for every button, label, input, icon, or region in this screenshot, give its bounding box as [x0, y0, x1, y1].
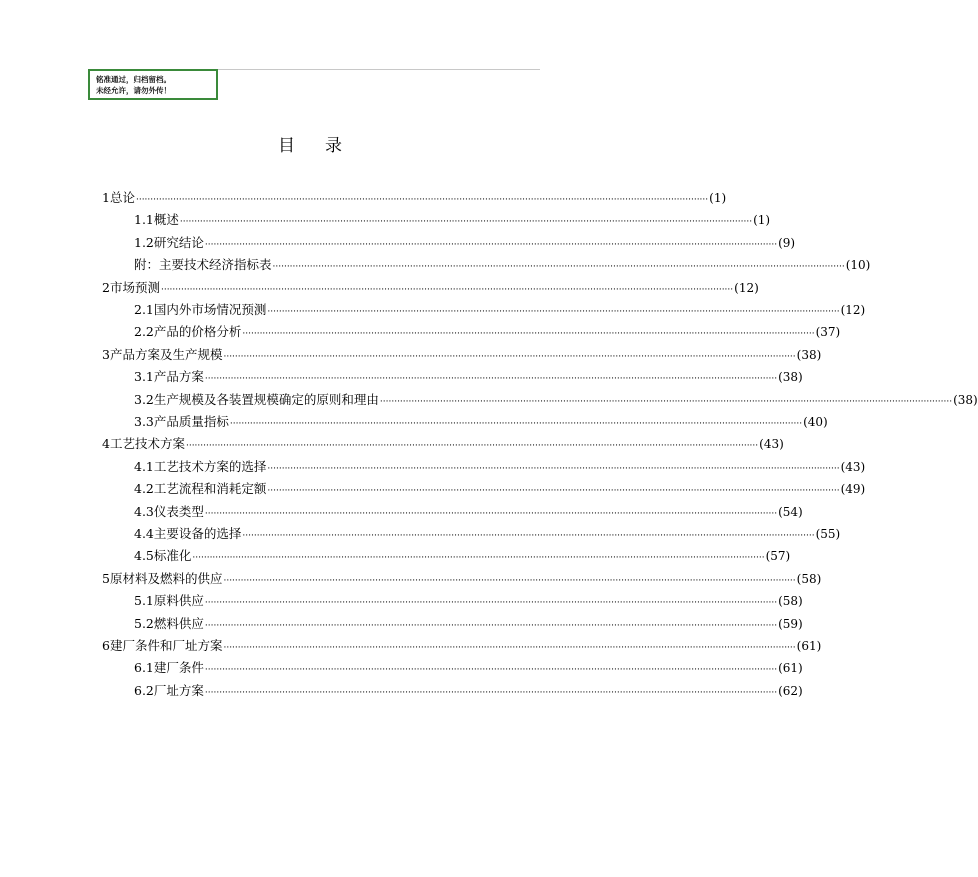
toc-leader-dots: ········································································································································································································ [204, 374, 778, 385]
toc-entry-label: 原料供应 [153, 593, 204, 609]
toc-entry[interactable] [102, 636, 822, 658]
toc-entry-page: (58) [796, 571, 822, 586]
toc-entry[interactable] [134, 591, 803, 613]
toc-entry-page: (61) [796, 639, 822, 653]
toc-entry[interactable] [134, 390, 978, 412]
toc-entry-number: 3.1 [134, 369, 154, 385]
toc-entry-label: 产品的价格分析 [153, 324, 242, 340]
toc-entry-page: (12) [734, 280, 759, 295]
toc-leader-dots: ········································································································································································································ [242, 531, 815, 541]
toc-entry-label: 厂址方案 [153, 682, 204, 698]
toc-entry-label: 工艺技术方案 [109, 436, 185, 452]
toc-entry-label: 建厂条件和厂址方案 [109, 638, 223, 653]
toc-entry-label: 产品方案 [153, 369, 204, 385]
toc-entry-page: (12) [840, 303, 866, 317]
toc-entry[interactable] [102, 345, 822, 367]
toc-entry-number: 3.2 [134, 391, 154, 407]
toc-entry-label: 国内外市场情况预测 [153, 302, 267, 317]
toc-leader-dots: ········································································································································································································ [229, 419, 803, 429]
toc-entry-page: (38) [778, 370, 803, 385]
toc-entry-page: (59) [778, 616, 803, 631]
toc-entry-number: 5.1 [134, 593, 154, 609]
toc-entry-number: 1.1 [134, 212, 154, 228]
toc-entry-page: (61) [778, 661, 803, 676]
toc-entry-label: 附：主要技术经济指标表 [134, 257, 272, 273]
toc-entry-label: 燃料供应 [153, 615, 204, 631]
toc-entry-label: 工艺流程和消耗定额 [153, 481, 267, 497]
toc-entry-number: 2.2 [134, 324, 154, 340]
toc-leader-dots: ········································································································································································································ [267, 307, 840, 317]
toc-leader-dots: ········································································································································································································ [204, 620, 778, 631]
page-title: 目录 [278, 136, 372, 156]
toc-entry-label: 主要设备的选择 [153, 526, 242, 541]
toc-entry-number: 1.2 [134, 234, 154, 250]
toc-entry-label: 总论 [109, 190, 135, 205]
toc-leader-dots: ········································································································································································································ [272, 262, 845, 273]
toc-leader-dots: ········································································································································································································ [204, 508, 778, 519]
toc-entry-number: 1 [102, 190, 110, 205]
toc-leader-dots: ········································································································································································································ [160, 284, 734, 295]
toc-leader-dots: ········································································································································································································ [204, 239, 778, 250]
toc-entry-page: (43) [759, 437, 784, 452]
toc-entry-page: (1) [753, 213, 771, 228]
toc-entry-page: (38) [796, 347, 822, 362]
toc-leader-dots: ········································································································································································································ [204, 665, 778, 676]
toc-entry-label: 标准化 [153, 548, 192, 564]
toc-entry-number: 3 [102, 346, 110, 362]
toc-entry[interactable] [134, 255, 871, 277]
toc-entry-number: 2.1 [134, 302, 154, 317]
toc-entry[interactable] [102, 569, 822, 591]
toc-leader-dots: ········································································································································································································ [135, 195, 709, 205]
toc-entry-page: (62) [778, 683, 803, 698]
toc-entry[interactable] [134, 479, 866, 501]
toc-leader-dots: ········································································································································································································ [204, 687, 778, 698]
toc-entry-number: 5 [102, 570, 110, 586]
toc-entry-number: 5.2 [134, 615, 154, 631]
confidential-stamp [88, 69, 218, 100]
toc-leader-dots: ········································································································································································································ [242, 329, 815, 340]
toc-entry[interactable] [134, 658, 803, 680]
toc-leader-dots: ········································································································································································································ [223, 575, 796, 586]
toc-leader-dots: ········································································································································································································ [204, 598, 778, 609]
toc-entry[interactable] [134, 502, 803, 524]
toc-entry-label: 产品质量指标 [153, 414, 229, 429]
toc-entry[interactable] [134, 210, 771, 232]
toc-entry-label: 研究结论 [153, 234, 204, 250]
toc-entry[interactable] [134, 233, 796, 255]
toc-entry-label: 生产规模及各装置规模确定的原则和理由 [153, 391, 379, 407]
toc-entry-number: 4.5 [134, 548, 154, 564]
toc-leader-dots: ········································································································································································································ [379, 396, 953, 407]
toc-entry-label: 产品方案及生产规模 [109, 346, 223, 362]
toc-leader-dots: ········································································································································································································ [185, 441, 759, 452]
toc-entry[interactable] [134, 457, 866, 479]
toc-entry-label: 工艺技术方案的选择 [153, 458, 267, 474]
toc-entry-page: (49) [840, 482, 866, 497]
toc-leader-dots: ········································································································································································································ [267, 463, 840, 474]
toc-entry-page: (43) [840, 459, 866, 474]
toc-entry[interactable] [102, 188, 727, 210]
toc-entry[interactable] [134, 367, 803, 389]
toc-entry-label: 仪表类型 [153, 503, 204, 519]
toc-entry[interactable] [102, 434, 784, 456]
toc-entry-page: (10) [845, 258, 871, 273]
toc-entry-number: 4.4 [134, 526, 154, 541]
toc-entry[interactable] [134, 524, 841, 546]
toc-entry[interactable] [102, 278, 759, 300]
toc-entry-page: (55) [815, 527, 841, 541]
toc-entry-page: (38) [953, 392, 978, 407]
toc-entry-label: 概述 [153, 212, 179, 228]
toc-leader-dots: ········································································································································································································ [192, 553, 765, 564]
toc-entry-page: (54) [778, 504, 803, 519]
toc-leader-dots: ········································································································································································································ [179, 217, 753, 228]
toc-leader-dots: ········································································································································································································ [223, 643, 796, 653]
toc-entry-label: 市场预测 [109, 279, 160, 295]
toc-entry-number: 6 [102, 638, 110, 653]
toc-entry[interactable] [134, 614, 803, 636]
toc-entry-page: (9) [778, 235, 796, 250]
toc-entry-number: 6.1 [134, 660, 154, 676]
toc-leader-dots: ········································································································································································································ [223, 351, 796, 362]
toc-entry-number: 6.2 [134, 682, 154, 698]
toc-entry-page: (58) [778, 594, 803, 609]
toc-entry-page: (57) [765, 549, 791, 564]
toc-entry-number: 2 [102, 279, 110, 295]
toc-entry[interactable] [134, 412, 828, 434]
stamp-line-1: 铭准通过，归档留档。 [96, 75, 171, 84]
toc-entry-label: 建厂条件 [153, 660, 204, 676]
toc-entry[interactable] [134, 546, 791, 568]
toc-entry-number: 4.2 [134, 481, 154, 497]
toc-entry-number: 4 [102, 436, 110, 452]
toc-entry[interactable] [134, 300, 866, 322]
toc-entry-page: (37) [815, 325, 841, 340]
toc-entry[interactable] [134, 322, 841, 344]
toc-entry-page: (40) [803, 415, 828, 429]
stamp-line-2: 未经允许，请勿外传！ [96, 86, 171, 95]
toc-leader-dots: ········································································································································································································ [267, 486, 840, 497]
toc-entry-number: 3.3 [134, 414, 154, 429]
toc-entry-number: 4.3 [134, 503, 154, 519]
toc-entry[interactable] [134, 681, 803, 703]
toc-entry-label: 原材料及燃料的供应 [109, 570, 223, 586]
toc-entry-page: (1) [709, 191, 727, 205]
toc-entry-number: 4.1 [134, 458, 154, 474]
